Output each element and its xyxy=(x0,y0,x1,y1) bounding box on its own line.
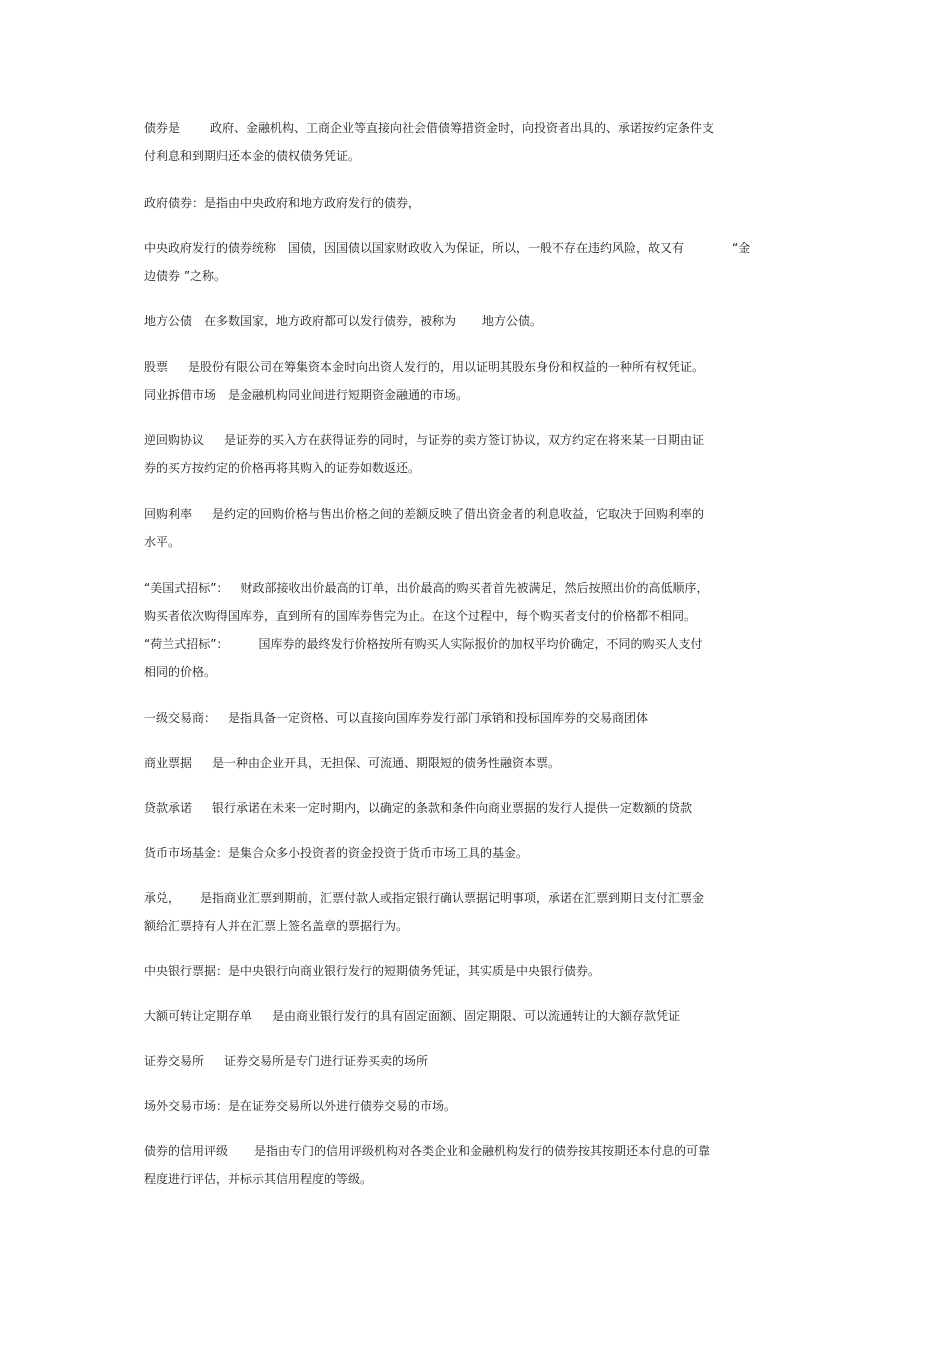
term-label: 一级交易商： xyxy=(144,711,217,725)
term-label: 贷款承诺 xyxy=(144,801,193,815)
entry-government-bond xyxy=(144,189,420,217)
entry-stock xyxy=(144,353,704,409)
term-label: 股票 xyxy=(144,360,169,374)
term-label: 债券的信用评级 xyxy=(144,1144,229,1158)
term-label: 同业拆借市场 xyxy=(144,388,217,402)
entry-treasury-bond xyxy=(144,234,750,290)
entry-repo-rate xyxy=(144,500,704,556)
definition-text: 是一种由企业开具，无担保、可流通、期限短的债务性融资本票。 xyxy=(212,756,561,770)
term-label: 场外交易市场： xyxy=(144,1099,229,1113)
definition-text: 是指商业汇票到期前，汇票付款人或指定银行确认票据记明事项，承诺在汇票到期日支付汇票金 xyxy=(200,891,705,905)
definition-text: 是证券的买入方在获得证券的同时，与证券的卖方签订协议，双方约定在将来某一日期由证 xyxy=(224,433,705,447)
definition-text: 银行承诺在未来一定时期内，以确定的条款和条件向商业票据的发行人提供一定数额的贷款 xyxy=(212,801,693,815)
entry-reverse-repo xyxy=(144,426,704,482)
entry-credit-rating xyxy=(144,1137,710,1193)
definition-text: 是指由专门的信用评级机构对各类企业和金融机构发行的债券按其按期还本付息的可靠 xyxy=(254,1144,711,1158)
definition-text: 是指由中央政府和地方政府发行的债券， xyxy=(204,196,421,210)
entry-bond xyxy=(144,114,714,170)
term-label: 债券是 xyxy=(144,121,181,135)
term-label: 中央银行票据： xyxy=(144,964,229,978)
term-label: 中央政府发行的债券统称 xyxy=(144,241,277,255)
definition-text: 国库券的最终发行价格按所有购买人实际报价的加权平均价确定，不同的购买人支付 xyxy=(258,637,703,651)
definition-text: 是金融机构同业间进行短期资金融通的市场。 xyxy=(228,388,469,402)
definition-text: 是指具备一定资格、可以直接向国库券发行部门承销和投标国库券的交易商团体 xyxy=(228,711,649,725)
term-label: 政府债券： xyxy=(144,196,205,210)
entry-cd xyxy=(144,1002,680,1030)
entry-local-bond xyxy=(144,307,542,335)
definition-text: 是中央银行向商业银行发行的短期债务凭证，其实质是中央银行债券。 xyxy=(228,964,601,978)
term-label: “荷兰式招标”： xyxy=(144,637,229,651)
entry-commercial-paper xyxy=(144,749,560,777)
entry-stock-exchange xyxy=(144,1047,428,1075)
term-label: 地方公债 xyxy=(144,314,193,328)
definition-text: 是在证券交易所以外进行债券交易的市场。 xyxy=(228,1099,457,1113)
term-label: 承兑， xyxy=(144,891,181,905)
term-label: 证券交易所 xyxy=(144,1054,205,1068)
entry-acceptance xyxy=(144,884,704,940)
definition-text: “金 xyxy=(732,241,751,255)
definition-text: 政府、金融机构、工商企业等直接向社会借债筹措资金时，向投资者出具的、承诺按约定条件支 xyxy=(210,121,715,135)
definition-text: 是股份有限公司在筹集资本金时向出资人发行的，用以证明其股东身份和权益的一种所有权凭证。 xyxy=(188,360,705,374)
entry-otc-market xyxy=(144,1092,456,1120)
term-label: 货币市场基金： xyxy=(144,846,229,860)
definition-text: 是约定的回购价格与售出价格之间的差额反映了借出资金者的利息收益，它取决于回购利率的 xyxy=(212,507,705,521)
entry-american-auction xyxy=(144,574,708,686)
definition-text: 水平。 xyxy=(144,535,181,549)
definition-text: 地方公债。 xyxy=(482,314,543,328)
definition-text: 边债券 ”之称。 xyxy=(144,269,227,283)
term-label: “美国式招标”： xyxy=(144,581,229,595)
definition-text: 在多数国家，地方政府都可以发行债券，被称为 xyxy=(204,314,457,328)
term-label: 大额可转让定期存单 xyxy=(144,1009,253,1023)
definition-text: 证券交易所是专门进行证券买卖的场所 xyxy=(224,1054,429,1068)
definition-text: 购买者依次购得国库券，直到所有的国库券售完为止。在这个过程中，每个购买者支付的价格都不相同。 xyxy=(144,609,697,623)
definition-text: 国债，因国债以国家财政收入为保证，所以，一般不存在违约风险，故又有 xyxy=(288,241,685,255)
definition-text: 券的买方按约定的价格再将其购入的证券如数返还。 xyxy=(144,461,421,475)
entry-central-bank-bill xyxy=(144,957,600,985)
definition-text: 是由商业银行发行的具有固定面额、固定期限、可以流通转让的大额存款凭证 xyxy=(272,1009,681,1023)
term-label: 回购利率 xyxy=(144,507,193,521)
definition-text: 付利息和到期归还本金的债权债务凭证。 xyxy=(144,149,361,163)
entry-primary-dealer xyxy=(144,704,648,732)
definition-text: 额给汇票持有人并在汇票上签名盖章的票据行为。 xyxy=(144,919,409,933)
definition-text: 相同的价格。 xyxy=(144,665,217,679)
entry-loan-commitment xyxy=(144,794,692,822)
term-label: 商业票据 xyxy=(144,756,193,770)
definition-text: 财政部接收出价最高的订单，出价最高的购买者首先被满足，然后按照出价的高低顺序， xyxy=(240,581,709,595)
entry-money-market-fund xyxy=(144,839,528,867)
definition-text: 是集合众多小投资者的资金投资于货币市场工具的基金。 xyxy=(228,846,529,860)
term-label: 逆回购协议 xyxy=(144,433,205,447)
definition-text: 程度进行评估，并标示其信用程度的等级。 xyxy=(144,1172,373,1186)
